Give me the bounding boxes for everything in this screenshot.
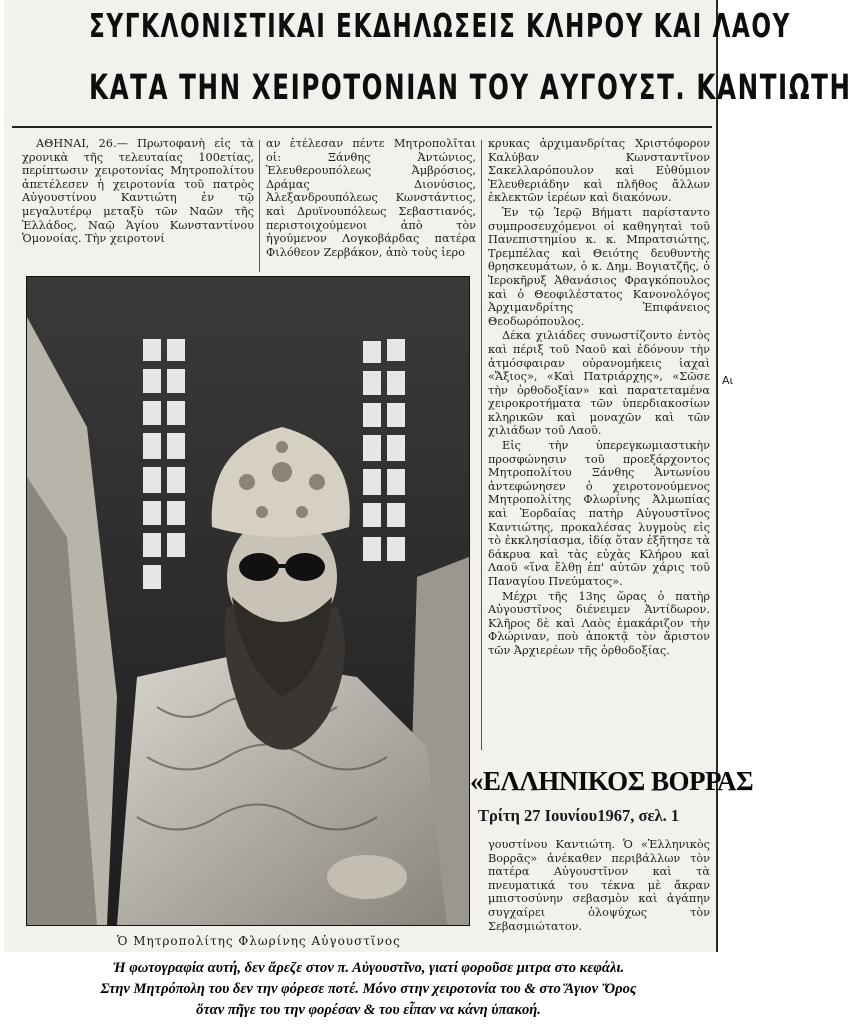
article-paragraph: Εἰς τὴν ὑπερεγκωμιαστικὴν προσφώνησιν τοῦ προεξάρχοντος Μητροπολίτου Ξάνθης Ἀντωνίου ἀντεφώνησεν ὁ χειροτονούμενος Μητροπολίτης Φλωρίνης Ἀλμωπίας καὶ Ἐορδαίας πατὴρ Αὐγουστῖνος Καντιώτης, προκαλέσας λυγμοὺς εἰς τὸ ἐκκλησίασμα, ἰδίᾳ ὅταν ἐξῆτησε τὰ δάκρυα καὶ τὰς εὐχὰς Κλήρου καὶ Λαοῦ «ἵνα ἔλθῃ ἐπ' αὐτῶν χάρις τοῦ Παναγίου Πνεύματος». bbox=[488, 439, 710, 588]
article-paragraph: αν ἐτέλεσαν πέντε Μητροπολῖται οἱ: Ξάνθης Ἀντώνιος, Ἐλευθερουπόλεως Ἀμβρόσιος, Δράμας Διονύσιος, Ἀλεξανδρουπόλεως Κωνστάντιος, καὶ Δρυϊνουπόλεως Σεβαστιανός, περιστοιχούμενοι ἀπὸ τὸν ἡγούμενον Λογκοβάρδας πατέρα Φιλόθεον Ζερβάκον, ἀπὸ τοὺς ἱερο bbox=[266, 137, 476, 259]
headline-rule bbox=[12, 126, 712, 128]
article-paragraph: Δέκα χιλιάδες συνωστίζοντο ἐντὸς καὶ πέριξ τοῦ Ναοῦ καὶ ἐδόνουν τὴν ἀτμόσφαιραν οὐρανομήκεις ἰαχαὶ «Ἄξιος», «Καὶ Πατριάρχης», «Σῶσε τὴν ὀρθοδοξίαν» καὶ παρατεταμένα χειροκροτήματα τῶν ὑπερδιακοσίων κληρικῶν καὶ μοναχῶν καὶ τῶν χιλιάδων τοῦ Λαοῦ. bbox=[488, 329, 710, 438]
footnote-line: Ἡ φωτογραφία αυτή, δεν ἄρεζε στον π. Αὐγουστῖνο, γιατί φοροῦσε μιτρα στο κεφάλι. bbox=[112, 960, 625, 976]
article-paragraph: γουστίνου Καντιώτη. Ὁ «Ἑλληνικὸς Βορρᾶς» ἀνέκαθεν περιβάλλων τὸν πατέρα Αὐγουστῖνον καὶ τὰ πνευματικά του τέκνα μὲ ἄκραν μπιστοσύνην σεβασμὸν καὶ ἀγάπην συγχαίρει ὁλοψύχως τὸν Σεβασμιώτατον. bbox=[488, 838, 710, 933]
article-paragraph: κρυκας ἀρχιμανδρίτας Χριστόφορον Καλύβαν Κωνσταντῖνον Σακελλαρόπουλον καὶ Εὐθύμιον Ἐλευθεριάδην καὶ πλῆθος ἄλλων ἐκλεκτῶν ἱερέων καὶ διακόνων. bbox=[488, 137, 710, 205]
article-column-3-end bbox=[488, 838, 710, 934]
article-paragraph: Ἐν τῷ Ἱερῷ Βήματι παρίσταντο συμπροσευχόμενοι οἱ καθηγηταὶ τοῦ Πανεπιστημίου κ. κ. Μπρατσιώτης, Τρεμπέλας καὶ Θειότης δευθυντὴς θρησκευμάτων, ὁ κ. Δημ. Βογιατζῆς, ὁ Ἱεροκῆρυξ Ἀθανάσιος Φραγκόπουλος καὶ ὁ Θεοφιλέστατος Κανονολόγος Ἀρχιμανδρίτης Ἐπιφάνειος Θεοδωρόπουλος. bbox=[488, 205, 710, 328]
metropolitan-photo bbox=[26, 276, 470, 926]
newspaper-date: Τρίτη 27 Ιουνίου1967, σελ. 1 bbox=[478, 806, 680, 825]
headline-line-2: ΚΑΤΑ ΤΗΝ ΧΕΙΡΟΤΟΝΙΑΝ ΤΟΥ ΑΥΓΟΥΣΤ. ΚΑΝΤΙΩΤΗ bbox=[89, 68, 852, 108]
article-paragraph: Μέχρι τῆς 13ης ὥρας ὁ πατὴρ Αὐγουστῖνος διένειμεν Ἀντίδωρον. Κλῆρος δὲ καὶ Λαὸς ἐμακάριζον τὴν Φλώριναν, ποὺ ἀποκτᾷ τὸν ἄριστον τῶν Ἀρχιερέων τῆς ὀρθοδοξίας. bbox=[488, 589, 710, 657]
footnote bbox=[0, 958, 737, 1021]
edge-fragment: Αι bbox=[722, 374, 734, 387]
article-column-1 bbox=[22, 137, 254, 247]
headline-line-1: ΣΥΓΚΛΟΝΙΣΤΙΚΑΙ ΕΚΔΗΛΩΣΕΙΣ ΚΛΗΡΟΥ ΚΑΙ ΛΑΟΥ bbox=[89, 6, 791, 45]
photo-caption: Ὁ Μητροπολίτης Φλωρίνης Αὐγουστῖνος bbox=[117, 934, 401, 948]
newspaper-clipping bbox=[4, 0, 852, 952]
footnote-line: Στην Μητρόπολη του δεν την φόρεσε ποτέ. Μόνο στην χειροτονία του & στο Ἅγιον Ὄρος bbox=[100, 981, 637, 997]
column-divider bbox=[259, 140, 260, 272]
photo-illustration bbox=[27, 277, 469, 925]
article-column-3 bbox=[488, 137, 710, 659]
newspaper-name: «ΕΛΛΗΝΙΚΟΣ ΒΟΡΡΑΣ bbox=[470, 766, 754, 796]
article-column-2 bbox=[266, 137, 476, 260]
footnote-line: ὅταν πῆγε του την φορέσαν & του εἶπαν να κάνη ὑπακοή. bbox=[196, 1002, 541, 1018]
article-paragraph: ΑΘΗΝΑΙ, 26.— Πρωτοφανὴ εἰς τὰ χρονικὰ τῆς τελευταίας 100ετίας, περίπτωσιν χειροτονίας Μητροπολίτου ἀπετέλεσεν ἡ χειροτονία τοῦ πατρὸς Αὐγουστίνου Καντιώτη ἐν τῷ μεγαλυτέρῳ μεταξὺ τῶν Ναῶν τῆς Ἑλλάδος, Ναῷ Ἁγίου Κωνσταντίνου Ὁμονοίας. Τὴν χειροτονί bbox=[22, 137, 254, 246]
column-divider bbox=[481, 140, 482, 750]
